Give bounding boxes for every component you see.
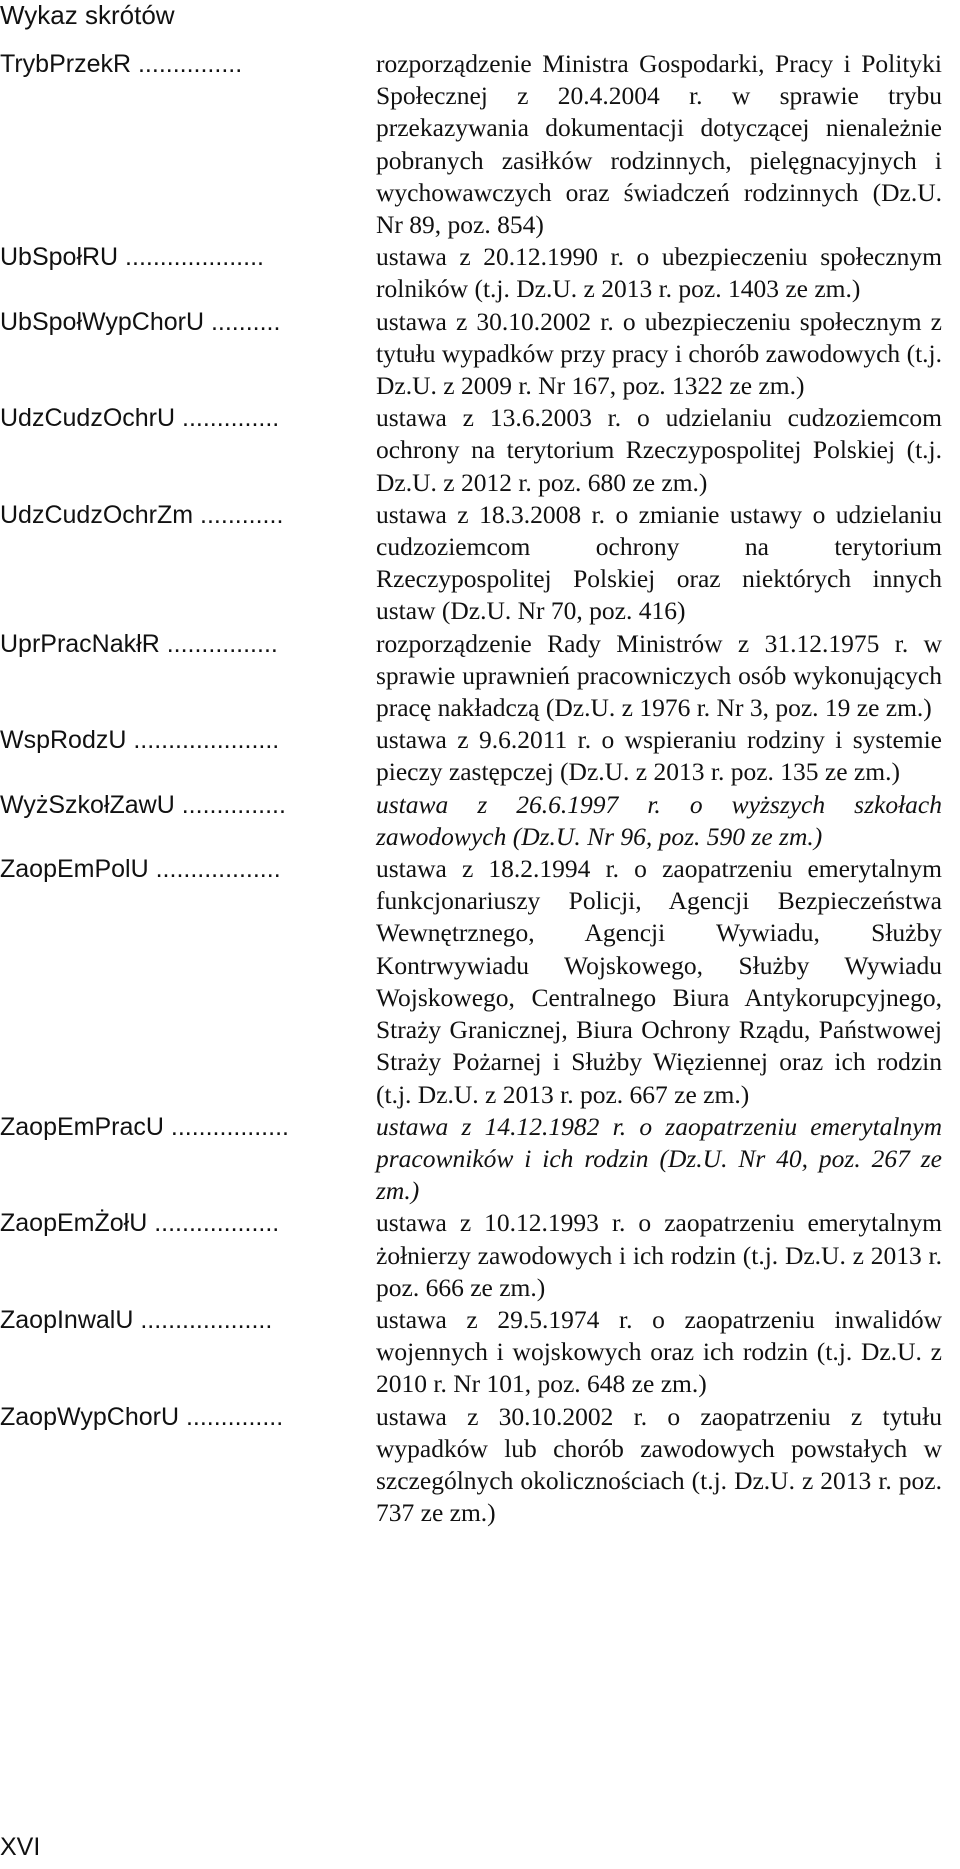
abbreviation-definition: ustawa z 18.2.1994 r. o zaopatrzeniu emerytalnym funkcjonariuszy Policji, Agencji Bezpieczeństwa Wewnętrznego, Agencji Wywiadu, Służby Kontrwywiadu Wojskowego, Służby Wywiadu Wojskowego, Centralnego Biura Antykorupcyjnego, Straży Granicznej, Biura Ochrony Rządu, Państwowej Straży Pożarnej i Służby Więziennej oraz ich rodzin (t.j. Dz.U. z 2013 r. poz. 667 ze zm.) (376, 854, 942, 1109)
abbreviation-entry (0, 241, 960, 305)
abbreviation-term: WyżSzkołZawU ............... (0, 790, 286, 819)
abbreviation-term: ZaopEmPolU .................. (0, 855, 281, 884)
abbreviation-term: UbSpołRU .................... (0, 243, 264, 272)
abbreviation-entry (0, 628, 960, 725)
abbreviation-entry (0, 1111, 960, 1208)
abbreviation-definition: ustawa z 13.6.2003 r. o udzielaniu cudzoziemcom ochrony na terytorium Rzeczypospolitej Polskiej (t.j. Dz.U. z 2012 r. poz. 680 ze zm.) (376, 403, 942, 497)
abbreviation-term: UdzCudzOchrU .............. (0, 404, 280, 433)
abbreviation-definition: ustawa z 18.3.2008 r. o zmianie ustawy o udzielaniu cudzoziemcom ochrony na terytorium Rzeczypospolitej Polskiej oraz niektórych innych ustaw (Dz.U. Nr 70, poz. 416) (376, 499, 942, 626)
abbreviation-term: ZaopEmPracU ................. (0, 1112, 289, 1141)
abbreviation-definition: ustawa z 20.12.1990 r. o ubezpieczeniu społecznym rolników (t.j. Dz.U. z 2013 r. poz. 1403 ze zm.) (376, 242, 942, 304)
abbreviation-entry (0, 402, 960, 499)
abbreviation-term: TrybPrzekR ............... (0, 50, 243, 78)
abbreviation-entry (0, 1401, 960, 1530)
abbreviation-definition: ustawa z 9.6.2011 r. o wspieraniu rodziny i systemie pieczy zastępczej (Dz.U. z 2013 r. poz. 135 ze zm.) (376, 725, 942, 787)
abbreviation-term: UprPracNakłR ................ (0, 629, 278, 658)
abbreviation-definition: ustawa z 14.12.1982 r. o zaopatrzeniu emerytalnym pracowników i ich rodzin (Dz.U. Nr 40, poz. 267 ze zm.) (376, 1111, 942, 1206)
abbreviation-term: UbSpołWypChorU .......... (0, 307, 281, 336)
page-number: XVI (0, 1833, 41, 1861)
abbreviation-entry (0, 306, 960, 403)
abbreviation-entry (0, 789, 960, 853)
abbreviation-definition: ustawa z 30.10.2002 r. o ubezpieczeniu społecznym z tytułu wypadków przy pracy i chorób zawodowych (t.j. Dz.U. z 2009 r. Nr 167, poz. 1322 ze zm.) (376, 306, 942, 401)
abbreviation-entry (0, 48, 960, 241)
abbreviation-term: ZaopWypChorU .............. (0, 1402, 284, 1431)
abbreviation-term: UdzCudzOchrZm ............ (0, 500, 284, 529)
abbreviation-entry (0, 853, 960, 1111)
abbreviation-term: ZaopEmŻołU .................. (0, 1209, 280, 1238)
abbreviation-definition: rozporządzenie Ministra Gospodarki, Pracy i Polityki Społecznej z 20.4.2004 r. w sprawie trybu przekazywania dokumentacji dotyczącej nienależnie pobranych zasiłków rodzinnych, pielęgnacyjnych i wychowawczych oraz świadczeń rodzinnych (Dz.U. Nr 89, poz. 854) (376, 49, 942, 240)
abbreviation-list (0, 48, 960, 1529)
abbreviation-definition: rozporządzenie Rady Ministrów z 31.12.1975 r. w sprawie uprawnień pracowniczych osób wykonujących pracę nakładczą (Dz.U. z 1976 r. Nr 3, poz. 19 ze zm.) (376, 628, 942, 723)
abbreviation-entry (0, 1207, 960, 1304)
page-header: Wykaz skrótów (0, 0, 175, 30)
abbreviation-entry (0, 499, 960, 628)
abbreviation-definition: ustawa z 26.6.1997 r. o wyższych szkołach zawodowych (Dz.U. Nr 96, poz. 590 ze zm.) (376, 789, 942, 851)
abbreviation-term: WspRodzU ..................... (0, 726, 280, 755)
abbreviation-entry (0, 1304, 960, 1401)
abbreviation-term: ZaopInwalU ................... (0, 1305, 273, 1334)
abbreviation-definition: ustawa z 30.10.2002 r. o zaopatrzeniu z tytułu wypadków lub chorób zawodowych powstałych w szczególnych okolicznościach (t.j. Dz.U. z 2013 r. poz. 737 ze zm.) (376, 1401, 942, 1528)
abbreviation-definition: ustawa z 10.12.1993 r. o zaopatrzeniu emerytalnym żołnierzy zawodowych i ich rodzin (t.j. Dz.U. z 2013 r. poz. 666 ze zm.) (376, 1208, 942, 1302)
abbreviation-entry (0, 724, 960, 788)
abbreviation-definition: ustawa z 29.5.1974 r. o zaopatrzeniu inwalidów wojennych i wojskowych oraz ich rodzin (t.j. Dz.U. z 2010 r. Nr 101, poz. 648 ze zm.) (376, 1304, 942, 1399)
